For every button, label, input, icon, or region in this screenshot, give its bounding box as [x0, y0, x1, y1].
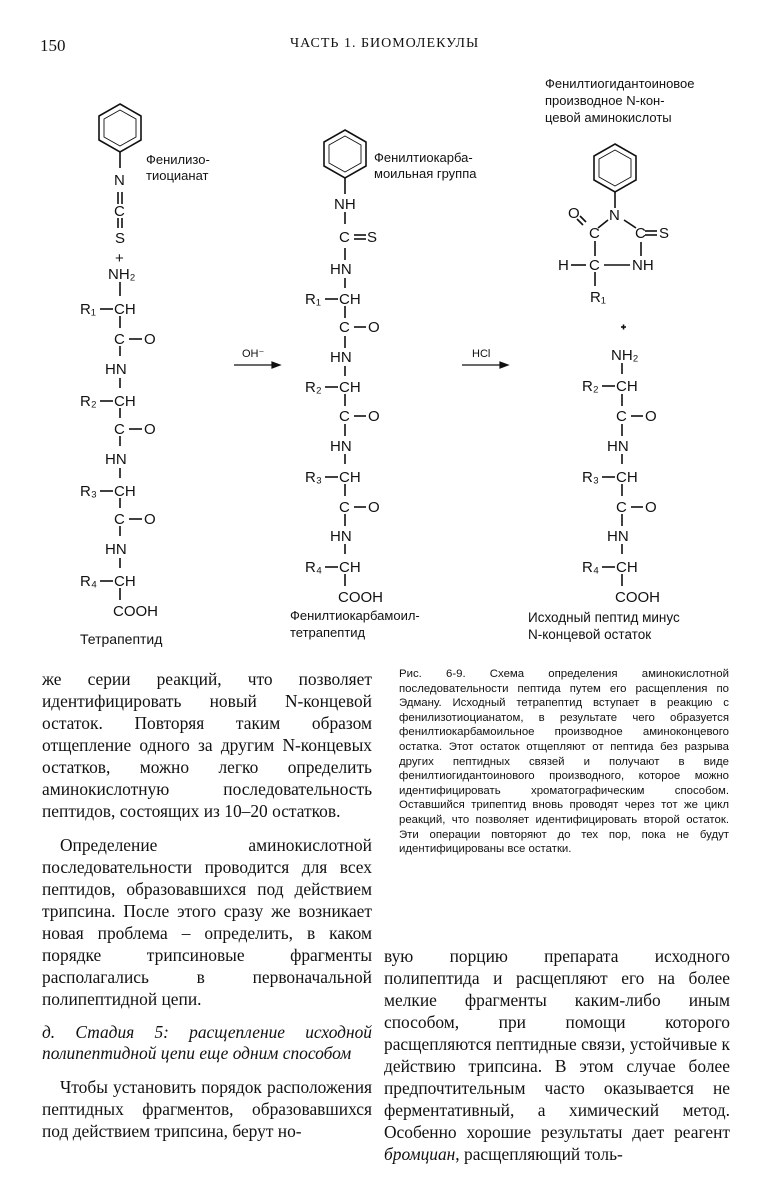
- atom-o: O: [144, 511, 156, 528]
- atom-o: O: [645, 499, 657, 516]
- atom-c: C: [616, 499, 627, 516]
- atom-c: C: [114, 421, 125, 438]
- remaining-peptide-label: Исходный пептид минус N-концевой остаток: [528, 610, 680, 642]
- atom-cooh: COOH: [615, 589, 660, 606]
- atom-o: O: [144, 421, 156, 438]
- plus-sign: +: [115, 250, 124, 267]
- atom-r1: R₁: [80, 301, 96, 318]
- atom-c: C: [114, 203, 125, 220]
- carbamoyl-peptide-label: Фенилтиокарбамоил-тетрапептид: [290, 608, 420, 640]
- atom-c: C: [589, 257, 600, 274]
- atom-s: S: [115, 230, 126, 247]
- atom-hn: HN: [105, 361, 127, 378]
- atom-hn: HN: [105, 541, 127, 558]
- atom-r4: R₄: [305, 559, 322, 576]
- section-heading: д. Стадия 5: расщепление исходной полипептидной цепи еще одним способом: [42, 1022, 372, 1063]
- right-column: [384, 945, 730, 1165]
- reagent-label: Фенилизо-тиоцианат: [146, 152, 210, 183]
- page-number: 150: [40, 36, 66, 55]
- atom-r2: R₂: [582, 378, 599, 395]
- atom-n: N: [609, 207, 620, 224]
- benzene-ring-middle: [324, 130, 366, 178]
- atom-ch: CH: [114, 573, 136, 590]
- atom-ch: CH: [114, 483, 136, 500]
- paragraph: [384, 945, 730, 1165]
- atom-hn: HN: [330, 438, 352, 455]
- atom-r3: R₃: [582, 469, 599, 486]
- atom-r1: R₁: [590, 289, 606, 306]
- atom-ch: CH: [339, 559, 361, 576]
- atom-c: C: [114, 331, 125, 348]
- atom-c: C: [616, 408, 627, 425]
- atom-o: O: [368, 408, 380, 425]
- atom-c: C: [589, 225, 600, 242]
- atom-r4: R₄: [80, 573, 97, 590]
- tetrapeptide-label: Тетрапептид: [80, 631, 163, 647]
- paragraph-text: , расщепляющий толь-: [455, 1144, 623, 1164]
- atom-o: O: [368, 319, 380, 336]
- atom-ch: CH: [339, 469, 361, 486]
- left-column: [42, 668, 372, 1142]
- atom-nh2: NH₂: [108, 266, 136, 283]
- atom-s: S: [367, 229, 378, 246]
- atom-r3: R₃: [80, 483, 97, 500]
- step2-reagent: HCl: [472, 348, 491, 360]
- atom-hn: HN: [607, 438, 629, 455]
- atom-o: O: [645, 408, 657, 425]
- atom-n: N: [114, 172, 125, 189]
- atom-o: O: [568, 205, 580, 222]
- atom-hn: HN: [330, 261, 352, 278]
- atom-nh: NH: [334, 196, 356, 213]
- benzene-ring-left: [99, 104, 141, 152]
- atom-c: C: [339, 319, 350, 336]
- atom-c: C: [339, 499, 350, 516]
- atom-hn: HN: [330, 528, 352, 545]
- atom-ch: CH: [339, 291, 361, 308]
- atom-nh: NH: [632, 257, 654, 274]
- atom-ch: CH: [616, 559, 638, 576]
- step1-reagent: OH⁻: [242, 348, 265, 360]
- atom-o: O: [368, 499, 380, 516]
- atom-hn: HN: [330, 349, 352, 366]
- atom-ch: CH: [339, 379, 361, 396]
- atom-c: C: [339, 408, 350, 425]
- atom-ch: CH: [114, 301, 136, 318]
- reagent-name: бромциан: [384, 1144, 456, 1164]
- atom-cooh: COOH: [338, 589, 383, 606]
- paragraph: же серии реакций, что позволяет идентифицировать новый N-концевой остаток. Повторяя таким образом отщепление одного за другим N-концевых остатков, можно легко определить аминокислотную последовательность пептидов, состоящих из 10–20 остатков.: [42, 669, 372, 821]
- atom-r2: R₂: [305, 379, 322, 396]
- atom-s: S: [659, 225, 670, 242]
- atom-hn: HN: [105, 451, 127, 468]
- atom-r3: R₃: [305, 469, 322, 486]
- atom-h: H: [558, 257, 569, 274]
- edman-degradation-scheme: [0, 60, 776, 650]
- figure-caption: Рис. 6-9. Схема определения аминокислотной последовательности пептида путем его расщепления по Эдману. Исходный тетрапептид вступает в реакцию с фенилизотиоцианатом, в результате чего образуется фенилтиокарбамоильное производное аминоконцевого остатка. Этот остаток отщепляют от пептида без разрыва других пептидных связей и получают в виде фенилтиогидантоинового производного, которое можно идентифицировать хроматографическим способом. Оставшийся трипептид вновь проводят через тот же цикл реакций, что позволяет идентифицировать второй остаток. Эти операции повторяют до тех пор, пока не будут идентифицированы все остатки.: [399, 668, 729, 856]
- carbamoyl-group-label: Фенилтиокарба-моильная группа: [374, 150, 477, 181]
- atom-hn: HN: [607, 528, 629, 545]
- atom-ch: CH: [616, 469, 638, 486]
- atom-ch: CH: [114, 393, 136, 410]
- atom-c: C: [114, 511, 125, 528]
- benzene-ring-right: [594, 144, 636, 192]
- atom-cooh: COOH: [113, 603, 158, 620]
- hydantoin-label: Фенилтиогидантоиновое производное N-кон-цевой аминокислоты: [545, 76, 695, 125]
- atom-c: C: [339, 229, 350, 246]
- atom-nh2: NH₂: [611, 347, 639, 364]
- atom-c: C: [635, 225, 646, 242]
- paragraph: Определение аминокислотной последовательности проводится для всех пептидов, образовавшихся под действием трипсина. После этого сразу же возникает новая проблема – определить, в каком порядке трипсиновые фрагменты располагались в первоначальной полипептидной цепи.: [42, 835, 372, 1009]
- atom-r4: R₄: [582, 559, 599, 576]
- running-head: ЧАСТЬ 1. БИОМОЛЕКУЛЫ: [290, 36, 480, 51]
- paragraph: Чтобы установить порядок расположения пептидных фрагментов, образовавшихся под действием трипсина, берут но-: [42, 1077, 372, 1141]
- atom-r1: R₁: [305, 291, 321, 308]
- paragraph-text: вую порцию препарата исходного полипептида и расщепляют его на более мелкие фрагменты каким-либо иным способом, при помощи которого расщепляются пептидные связи, устойчивые к действию трипсина. В этом случае более предпочтительным часто оказывается не ферментативный, а химический метод. Особенно хорошие результаты дает реагент: [384, 946, 730, 1142]
- atom-r2: R₂: [80, 393, 97, 410]
- atom-o: O: [144, 331, 156, 348]
- atom-ch: CH: [616, 378, 638, 395]
